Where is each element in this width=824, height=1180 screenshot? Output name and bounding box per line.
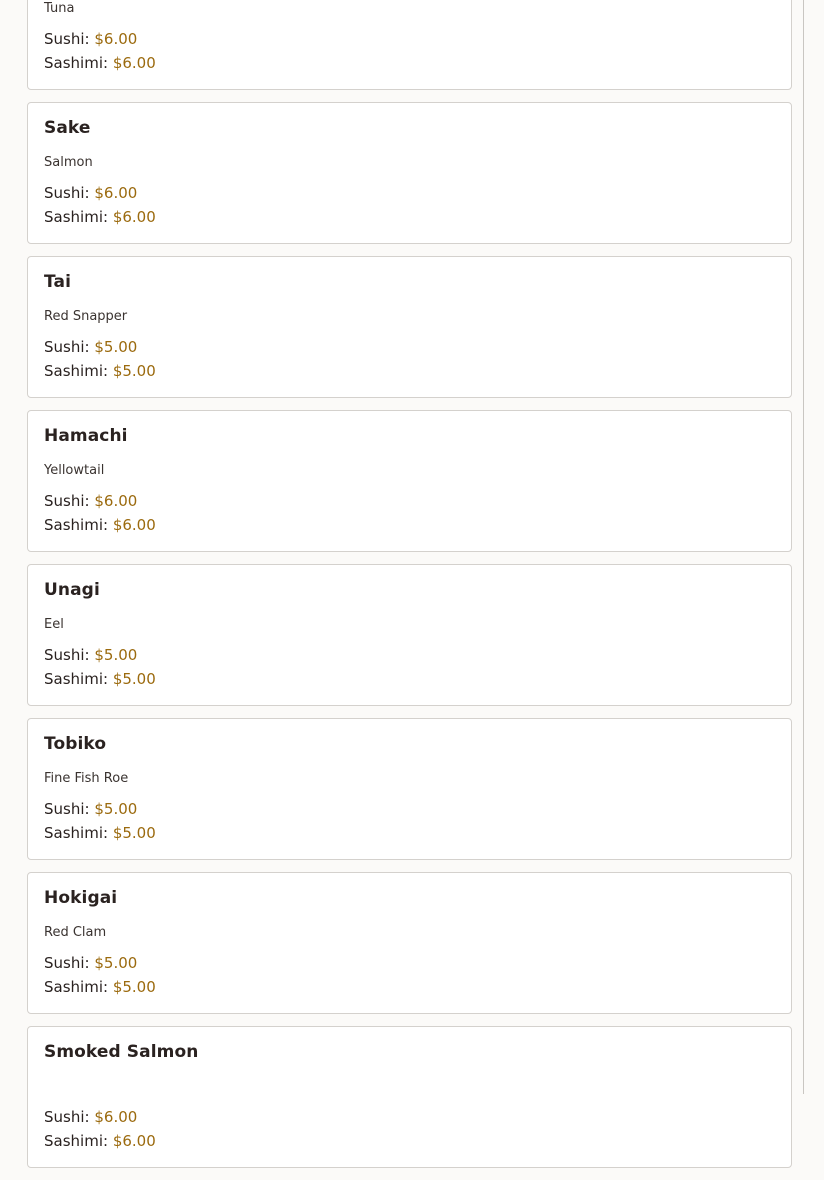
sushi-label: Sushi:: [44, 338, 90, 356]
menu-item-card: [27, 718, 792, 860]
sashimi-price-line: [44, 670, 156, 688]
menu-item-card: [27, 102, 792, 244]
sashimi-label: Sashimi:: [44, 978, 109, 996]
sashimi-price-line: [44, 978, 156, 996]
sashimi-price-line: [44, 54, 156, 72]
sushi-price: $6.00: [94, 492, 138, 510]
sushi-label: Sushi:: [44, 184, 90, 202]
sushi-price: $5.00: [94, 646, 138, 664]
menu-item-name: Tobiko: [44, 734, 107, 754]
sashimi-price: $6.00: [112, 1132, 156, 1150]
menu-item-card: [27, 872, 792, 1014]
sushi-price-line: [44, 492, 137, 510]
menu-item-name: Sake: [44, 118, 91, 138]
menu-item-card: [27, 564, 792, 706]
menu-item-description: Tuna: [44, 1, 75, 16]
sushi-price: $5.00: [94, 954, 138, 972]
menu-item-card: [27, 256, 792, 398]
sashimi-label: Sashimi:: [44, 824, 109, 842]
menu-item-list: [27, 0, 792, 1180]
sashimi-label: Sashimi:: [44, 208, 109, 226]
sushi-price-line: [44, 1108, 137, 1126]
sushi-price-line: [44, 800, 137, 818]
sashimi-price: $5.00: [112, 978, 156, 996]
menu-item-card: [27, 0, 792, 90]
sushi-price: $5.00: [94, 338, 138, 356]
sashimi-label: Sashimi:: [44, 516, 109, 534]
sushi-price-line: [44, 184, 137, 202]
sashimi-label: Sashimi:: [44, 1132, 109, 1150]
sushi-label: Sushi:: [44, 646, 90, 664]
sashimi-price: $5.00: [112, 670, 156, 688]
sushi-price-line: [44, 30, 137, 48]
sashimi-price: $6.00: [112, 208, 156, 226]
sushi-price-line: [44, 646, 137, 664]
sushi-price: $6.00: [94, 30, 138, 48]
sushi-label: Sushi:: [44, 1108, 90, 1126]
sushi-label: Sushi:: [44, 800, 90, 818]
menu-item-name: Hokigai: [44, 888, 118, 908]
menu-item-card: [27, 410, 792, 552]
menu-item-description: Salmon: [44, 155, 93, 170]
sushi-price-line: [44, 954, 137, 972]
sashimi-price-line: [44, 824, 156, 842]
menu-item-name: Tai: [44, 272, 72, 292]
sushi-label: Sushi:: [44, 492, 90, 510]
sashimi-price-line: [44, 208, 156, 226]
menu-item-name: Hamachi: [44, 426, 128, 446]
sashimi-price-line: [44, 362, 156, 380]
sashimi-label: Sashimi:: [44, 362, 109, 380]
sashimi-price: $5.00: [112, 824, 156, 842]
sushi-label: Sushi:: [44, 30, 90, 48]
menu-item-description: Eel: [44, 617, 64, 632]
sashimi-price: $6.00: [112, 54, 156, 72]
sushi-price: $6.00: [94, 1108, 138, 1126]
sushi-price: $5.00: [94, 800, 138, 818]
menu-item-name: Unagi: [44, 580, 100, 600]
menu-item-name: Smoked Salmon: [44, 1042, 199, 1062]
menu-item-description: Red Clam: [44, 925, 107, 940]
sashimi-price: $6.00: [112, 516, 156, 534]
content-right-border: [803, 0, 804, 1094]
sashimi-label: Sashimi:: [44, 670, 109, 688]
menu-item-description: Fine Fish Roe: [44, 771, 129, 786]
sushi-label: Sushi:: [44, 954, 90, 972]
sashimi-price-line: [44, 1132, 156, 1150]
menu-item-card: [27, 1026, 792, 1168]
menu-item-description: Red Snapper: [44, 309, 128, 324]
menu-item-description: Yellowtail: [44, 463, 105, 478]
sashimi-price-line: [44, 516, 156, 534]
sushi-price: $6.00: [94, 184, 138, 202]
sushi-price-line: [44, 338, 137, 356]
sashimi-label: Sashimi:: [44, 54, 109, 72]
sashimi-price: $5.00: [112, 362, 156, 380]
